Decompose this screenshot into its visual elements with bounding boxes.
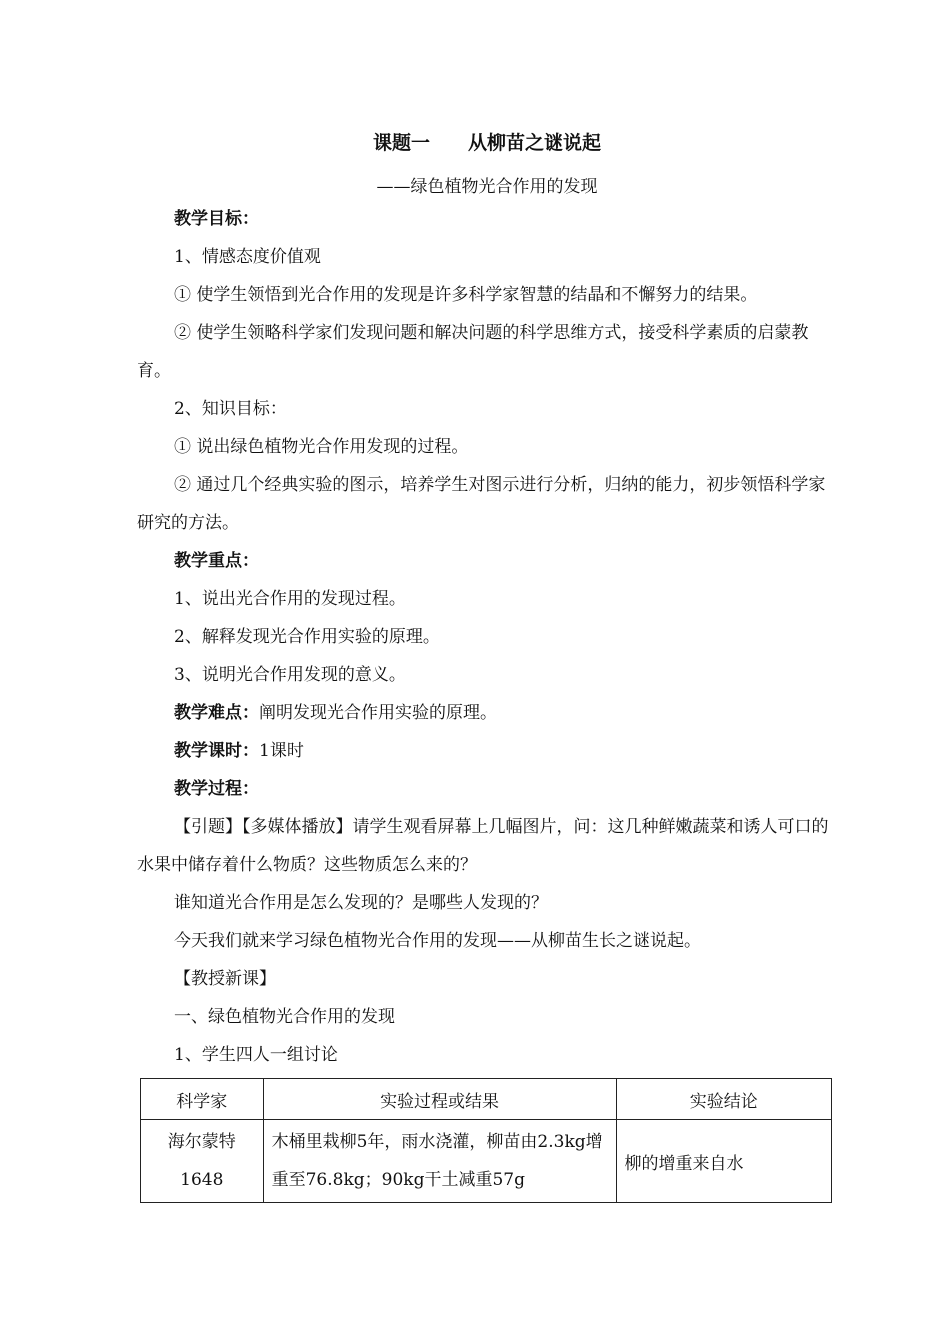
process-cell: 木桶里栽柳5年，雨水浇灌，柳苗由2.3kg增重至76.8kg；90kg干土减重57g — [263, 1120, 616, 1203]
key-point-item: 2、解释发现光合作用实验的原理。 — [174, 627, 440, 647]
emotion-item-2: ② 使学生领略科学家们发现问题和解决问题的科学思维方式，接受科学素质的启蒙教育。 — [137, 323, 809, 381]
key-points-heading: 教学重点： — [174, 551, 259, 571]
knowledge-heading: 2、知识目标： — [174, 399, 287, 419]
column-header-scientist: 科学家 — [141, 1079, 264, 1120]
conclusion-cell: 柳的增重来自水 — [616, 1120, 831, 1203]
knowledge-item-1: ① 说出绿色植物光合作用发现的过程。 — [174, 437, 469, 457]
emotion-heading: 1、情感态度价值观 — [174, 247, 321, 267]
key-point-item: 1、说出光合作用的发现过程。 — [174, 589, 406, 609]
emotion-item-1: ① 使学生领悟到光合作用的发现是许多科学家智慧的结晶和不懈努力的结果。 — [174, 285, 758, 305]
column-header-process: 实验过程或结果 — [263, 1079, 616, 1120]
knowledge-item-2: ② 通过几个经典实验的图示，培养学生对图示进行分析，归纳的能力，初步领悟科学家研究的方法。 — [137, 475, 826, 533]
hours-line — [137, 732, 837, 770]
hours-label: 教学课时： — [174, 741, 259, 761]
hours-text: 1课时 — [259, 741, 304, 761]
new-lesson-heading: 【教授新课】 — [174, 969, 276, 989]
key-point-item: 3、说明光合作用发现的意义。 — [174, 665, 406, 685]
process-question: 谁知道光合作用是怎么发现的？是哪些人发现的？ — [174, 893, 548, 913]
process-intro: 【引题】【多媒体播放】请学生观看屏幕上几幅图片，问：这几种鲜嫩蔬菜和诱人可口的水果中储存着什么物质？这些物质怎么来的？ — [137, 817, 829, 875]
experiment-table — [140, 1078, 832, 1203]
difficulty-text: 阐明发现光合作用实验的原理。 — [259, 703, 497, 723]
difficulty-label: 教学难点： — [174, 703, 259, 723]
scientist-cell — [141, 1120, 264, 1203]
process-today: 今天我们就来学习绿色植物光合作用的发现——从柳苗生长之谜说起。 — [174, 931, 701, 951]
difficulty-line — [137, 694, 837, 732]
discussion-heading: 1、学生四人一组讨论 — [174, 1045, 338, 1065]
column-header-conclusion: 实验结论 — [616, 1079, 831, 1120]
scientist-year: 1648 — [180, 1170, 224, 1190]
document-title: 课题一 从柳苗之谜说起 — [372, 132, 601, 154]
process-heading: 教学过程： — [174, 779, 259, 799]
table-row — [141, 1120, 832, 1203]
document-subtitle: ——绿色植物光合作用的发现 — [376, 177, 598, 197]
scientist-name: 海尔蒙特 — [167, 1132, 236, 1152]
document-body — [137, 200, 837, 1074]
section-1-heading: 一、绿色植物光合作用的发现 — [174, 1007, 395, 1027]
table-header-row — [141, 1079, 832, 1120]
objectives-heading: 教学目标： — [174, 209, 259, 229]
